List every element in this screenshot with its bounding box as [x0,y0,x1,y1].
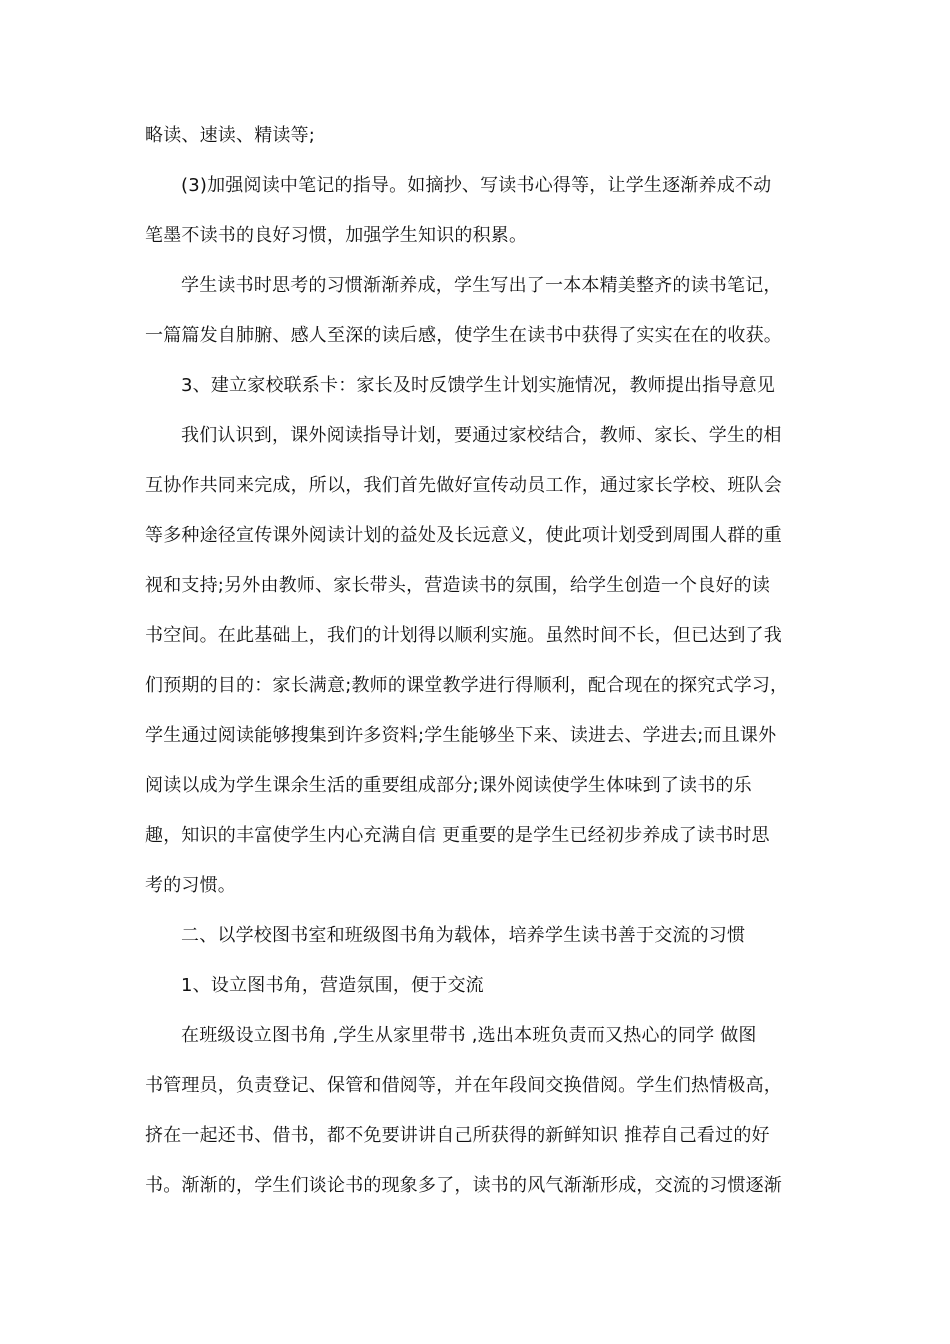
text-line: (3)加强阅读中笔记的指导。如摘抄、写读书心得等，让学生逐渐养成不动 [181,175,772,196]
text-line: 互协作共同来完成，所以，我们首先做好宣传动员工作，通过家长学校、班队会 [145,475,782,496]
text-line: 挤在一起还书、借书，都不免要讲讲自己所获得的新鲜知识 推荐自己看过的好 [145,1125,770,1146]
text-line: 书管理员，负责登记、保管和借阅等，并在年段间交换借阅。学生们热情极高， [145,1075,782,1096]
text-line: 们预期的目的：家长满意;教师的课堂教学进行得顺利，配合现在的探究式学习， [145,675,789,696]
text-line: 学生读书时思考的习惯渐渐养成，学生写出了一本本精美整齐的读书笔记， [181,275,782,296]
text-line: 书空间。在此基础上，我们的计划得以顺利实施。虽然时间不长，但已达到了我 [145,625,782,646]
subsection-heading: 1、设立图书角，营造氛围，便于交流 [181,975,484,996]
text-line: 学生通过阅读能够搜集到许多资料;学生能够坐下来、读进去、学进去;而且课外 [145,725,777,746]
text-line: 一篇篇发自肺腑、感人至深的读后感，使学生在读书中获得了实实在在的收获。 [145,325,782,346]
section-heading: 3、建立家校联系卡：家长及时反馈学生计划实施情况，教师提出指导意见 [181,375,776,396]
text-line: 书。渐渐的，学生们谈论书的现象多了，读书的风气渐渐形成，交流的习惯逐渐 [145,1175,782,1196]
text-line: 阅读以成为学生课余生活的重要组成部分;课外阅读使学生体味到了读书的乐 [145,775,752,796]
text-line: 等多种途径宣传课外阅读计划的益处及长远意义，使此项计划受到周围人群的重 [145,525,782,546]
text-line: 在班级设立图书角 ,学生从家里带书 ,选出本班负责而又热心的同学 做图 [181,1025,757,1046]
text-line: 视和支持;另外由教师、家长带头，营造读书的氛围，给学生创造一个良好的读 [145,575,771,596]
text-line: 我们认识到，课外阅读指导计划，要通过家校结合，教师、家长、学生的相 [181,425,782,446]
text-line: 考的习惯。 [145,875,236,896]
section-heading: 二、以学校图书室和班级图书角为载体，培养学生读书善于交流的习惯 [181,925,746,946]
text-line: 笔墨不读书的良好习惯，加强学生知识的积累。 [145,225,528,246]
text-line: 趣，知识的丰富使学生内心充满自信 更重要的是学生已经初步养成了读书时思 [145,825,770,846]
text-line: 略读、速读、精读等; [145,125,316,146]
